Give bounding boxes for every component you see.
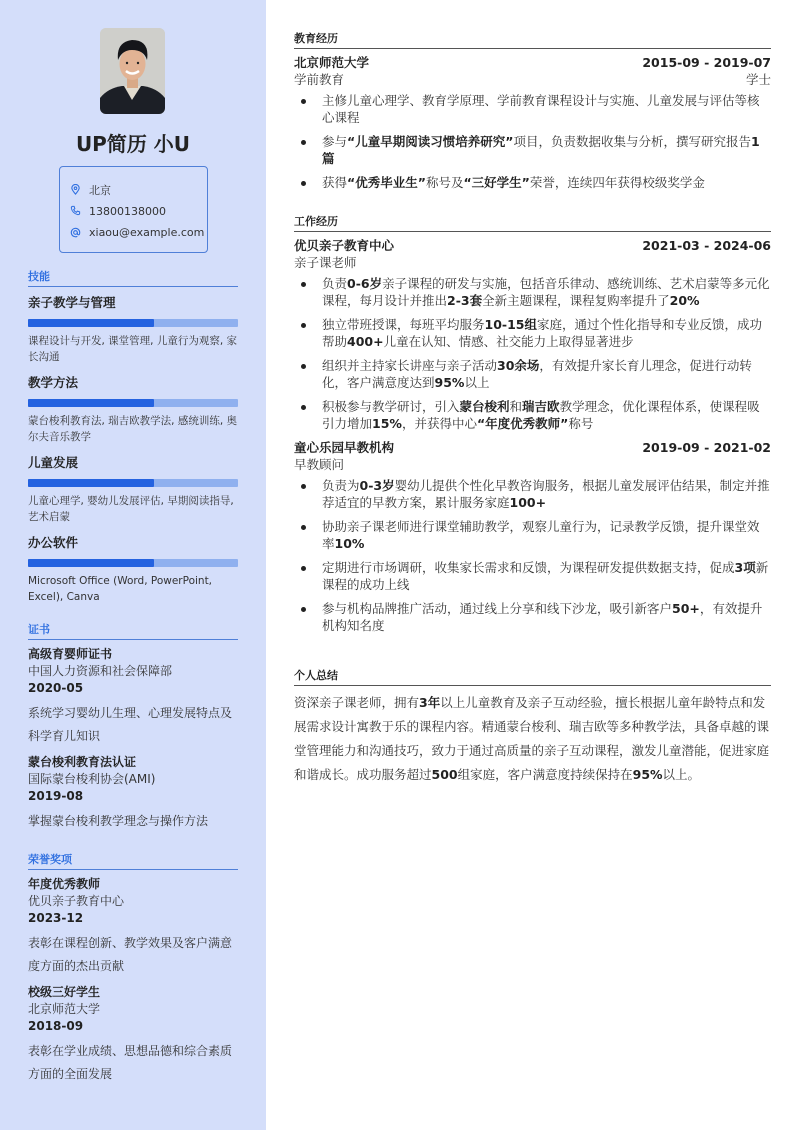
awards-heading: 荣誉奖项 bbox=[28, 851, 238, 870]
profile-photo bbox=[100, 28, 165, 114]
job-period: 2021-03 - 2024-06 bbox=[642, 238, 771, 253]
certificates-heading: 证书 bbox=[28, 621, 238, 640]
education-period: 2015-09 - 2019-07 bbox=[642, 55, 771, 70]
degree: 学士 bbox=[745, 72, 771, 87]
certificate-date: 2019-08 bbox=[28, 789, 84, 803]
certificate-item bbox=[28, 646, 238, 748]
award-title: 校级三好学生 bbox=[28, 985, 101, 999]
education-header bbox=[294, 54, 771, 71]
skill-bar-fill bbox=[28, 559, 154, 567]
job-header bbox=[294, 237, 771, 254]
contact-box bbox=[59, 166, 208, 253]
skill-bar-fill bbox=[28, 399, 154, 407]
summary-section bbox=[294, 667, 771, 787]
contact-email bbox=[70, 222, 207, 244]
skill-bar bbox=[28, 559, 238, 567]
job-header bbox=[294, 439, 771, 456]
skill-bar bbox=[28, 319, 238, 327]
certificate-desc: 系统学习婴幼儿生理、心理发展特点及科学育儿知识 bbox=[28, 706, 233, 743]
skill-name: 儿童发展 bbox=[28, 455, 79, 470]
education-bullets bbox=[294, 92, 771, 191]
work-heading: 工作经历 bbox=[294, 213, 771, 232]
certificate-item bbox=[28, 754, 238, 833]
location-icon bbox=[70, 184, 82, 196]
bullet-item: 主修儿童心理学、教育学原理、学前教育课程设计与实施、儿童发展与评估等核心课程 bbox=[294, 92, 771, 126]
skill-name: 办公软件 bbox=[28, 535, 79, 550]
bullet-item: 参与“儿童早期阅读习惯培养研究”项目，负责数据收集与分析，撰写研究报告1篇 bbox=[294, 133, 771, 167]
award-issuer: 优贝亲子教育中心 bbox=[28, 894, 125, 908]
education-heading: 教育经历 bbox=[294, 30, 771, 49]
summary-text: 资深亲子课老师，拥有3年以上儿童教育及亲子互动经验，擅长根据儿童年龄特点和发展需求设计寓教于乐的课程内容。精通蒙台梭利、瑞吉欧等多种教学法，具备卓越的课堂管理能力和沟通技巧，致力于通过高质量的亲子互动课程，激发儿童潜能，促进家庭和谐成长。成功服务超过500组家庭，客户满意度持续保持在95%以上。 bbox=[294, 695, 770, 782]
bullet-item: 协助亲子课老师进行课堂辅助教学，观察儿童行为，记录教学反馈，提升课堂效率10% bbox=[294, 518, 771, 552]
skill-desc: 课程设计与开发, 课堂管理, 儿童行为观察, 家长沟通 bbox=[28, 335, 238, 363]
job-role: 早教顾问 bbox=[294, 457, 345, 472]
candidate-name: UP简历 小U bbox=[75, 132, 191, 156]
award-desc: 表彰在课程创新、教学效果及客户满意度方面的杰出贡献 bbox=[28, 936, 233, 973]
bullet-item: 负责0-6岁亲子课程的研发与实施，包括音乐律动、感统训练、艺术启蒙等多元化课程，每月设计并推出2-3套全新主题课程，课程复购率提升了20% bbox=[294, 275, 771, 309]
company-name: 优贝亲子教育中心 bbox=[294, 238, 395, 253]
contact-location bbox=[70, 179, 207, 201]
summary-heading: 个人总结 bbox=[294, 667, 771, 686]
company-name: 童心乐园早教机构 bbox=[294, 440, 395, 455]
job-period: 2019-09 - 2021-02 bbox=[642, 440, 771, 455]
award-date: 2023-12 bbox=[28, 911, 84, 925]
skill-item bbox=[28, 453, 238, 525]
certificate-title: 高级育婴师证书 bbox=[28, 647, 113, 661]
job-role: 亲子课老师 bbox=[294, 255, 357, 270]
education-section bbox=[294, 30, 771, 198]
bullet-item: 获得“优秀毕业生”称号及“三好学生”荣誉，连续四年获得校级奖学金 bbox=[294, 174, 771, 191]
skills-section bbox=[28, 268, 238, 613]
bullet-item: 组织并主持家长讲座与亲子活动30余场，有效提升家长育儿理念，促进行动转化，客户满意度达到95%以上 bbox=[294, 357, 771, 391]
job-subheader bbox=[294, 254, 771, 271]
skill-item bbox=[28, 533, 238, 605]
skill-desc: 儿童心理学, 婴幼儿发展评估, 早期阅读指导, 艺术启蒙 bbox=[28, 495, 234, 523]
awards-section bbox=[28, 851, 238, 1092]
certificate-issuer: 国际蒙台梭利协会(AMI) bbox=[28, 772, 156, 786]
job-bullets bbox=[294, 477, 771, 634]
award-item bbox=[28, 984, 238, 1086]
award-item bbox=[28, 876, 238, 978]
phone-icon bbox=[70, 205, 82, 217]
bullet-item: 定期进行市场调研，收集家长需求和反馈，为课程研发提供数据支持，促成3项新课程的成功上线 bbox=[294, 559, 771, 593]
job-bullets bbox=[294, 275, 771, 432]
job-subheader bbox=[294, 456, 771, 473]
certificate-issuer: 中国人力资源和社会保障部 bbox=[28, 664, 173, 678]
job-entry bbox=[294, 439, 771, 634]
education-subheader bbox=[294, 71, 771, 88]
certificate-title: 蒙台梭利教育法认证 bbox=[28, 755, 137, 769]
skill-desc: 蒙台梭利教育法, 瑞吉欧教学法, 感统训练, 奥尔夫音乐教学 bbox=[28, 415, 238, 443]
skill-name: 教学方法 bbox=[28, 375, 79, 390]
contact-phone bbox=[70, 201, 207, 223]
skill-bar-fill bbox=[28, 319, 154, 327]
skill-bar bbox=[28, 399, 238, 407]
major: 学前教育 bbox=[294, 72, 345, 87]
bullet-item: 独立带班授课，每班平均服务10-15组家庭，通过个性化指导和专业反馈，成功帮助400+儿童在认知、情感、社交能力上取得显著进步 bbox=[294, 316, 771, 350]
certificate-date: 2020-05 bbox=[28, 681, 84, 695]
skill-desc: Microsoft Office (Word, PowerPoint, Excel), Canva bbox=[28, 575, 213, 603]
certificates-section bbox=[28, 621, 238, 839]
award-issuer: 北京师范大学 bbox=[28, 1002, 101, 1016]
award-desc: 表彰在学业成绩、思想品德和综合素质方面的全面发展 bbox=[28, 1044, 233, 1081]
skill-item bbox=[28, 373, 238, 445]
certificate-desc: 掌握蒙台梭利教学理念与操作方法 bbox=[28, 814, 209, 828]
bullet-item: 参与机构品牌推广活动，通过线上分享和线下沙龙，吸引新客户50+，有效提升机构知名度 bbox=[294, 600, 771, 634]
sidebar bbox=[0, 0, 266, 1130]
bullet-item: 负责为0-3岁婴幼儿提供个性化早教咨询服务，根据儿童发展评估结果，制定并推荐适宜的早教方案，累计服务家庭100+ bbox=[294, 477, 771, 511]
phone-text[interactable]: 13800138000 bbox=[89, 204, 166, 218]
email-text[interactable]: xiaou@example.com bbox=[89, 226, 205, 240]
bullet-item: 积极参与教学研讨，引入蒙台梭利和瑞吉欧教学理念，优化课程体系，使课程吸引力增加15%，并获得中心“年度优秀教师”称号 bbox=[294, 398, 771, 432]
skill-bar bbox=[28, 479, 238, 487]
skill-bar-fill bbox=[28, 479, 154, 487]
location-text: 北京 bbox=[89, 183, 111, 197]
skill-name: 亲子教学与管理 bbox=[28, 295, 116, 310]
award-title: 年度优秀教师 bbox=[28, 877, 101, 891]
award-date: 2018-09 bbox=[28, 1019, 84, 1033]
work-section bbox=[294, 213, 771, 641]
job-entry bbox=[294, 237, 771, 432]
email-icon bbox=[70, 227, 82, 239]
skill-item bbox=[28, 293, 238, 365]
skills-heading: 技能 bbox=[28, 268, 238, 287]
school-name: 北京师范大学 bbox=[294, 55, 370, 70]
